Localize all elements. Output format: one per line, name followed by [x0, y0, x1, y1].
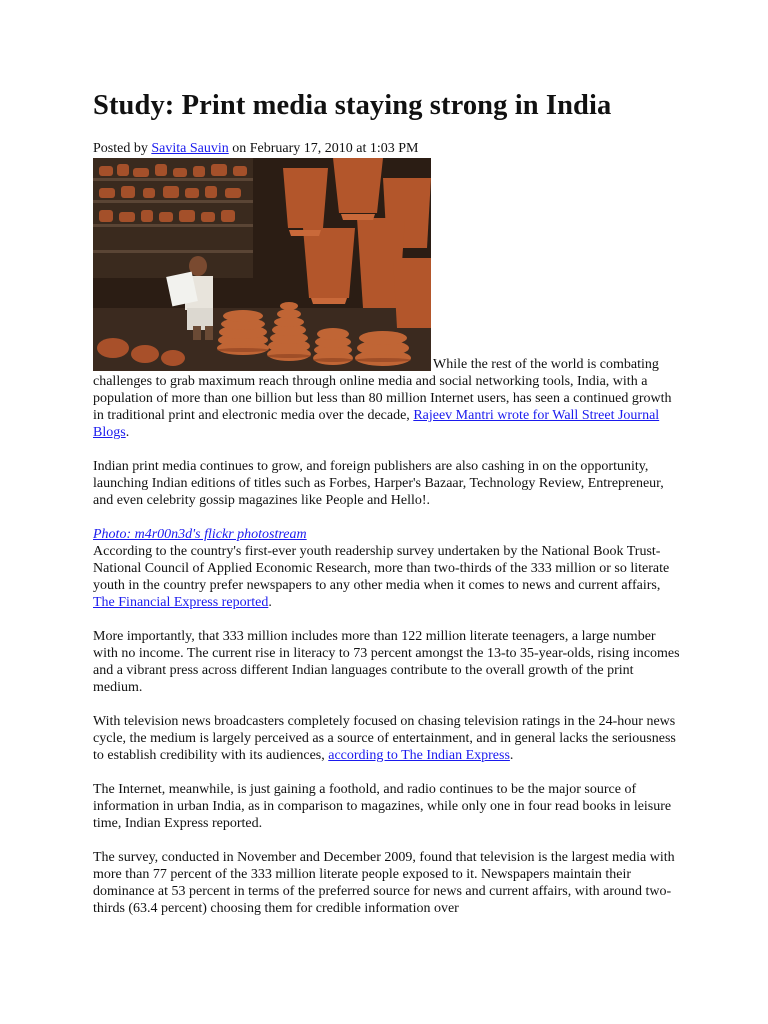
financial-express-link[interactable]: The Financial Express reported — [93, 595, 269, 610]
byline — [93, 140, 683, 157]
paragraph-3-end: . — [268, 595, 272, 610]
paragraph-3 — [93, 543, 683, 611]
byline-prefix: Posted by — [93, 141, 148, 156]
intro-block — [93, 158, 683, 441]
paragraph-7: The survey, conducted in November and December 2009, found that television is the largest media with more than 77 percent of the 333 million literate people exposed to it. Newspapers maintain their dominance at 53 percent in terms of the preferred source for news and current affairs, with around two-thirds (63.4 percent) choosing them for credible information over — [93, 850, 675, 916]
post-date: on February 17, 2010 at 1:03 PM — [232, 141, 419, 156]
wsj-link[interactable]: Rajeev Mantri wrote for Wall Street Journal Blogs — [93, 408, 660, 440]
paragraph-1-text: While the rest of the world is combating challenges to grab maximum reach through online media and social networking tools, India, with a population of more than one billion but less than 80 million Internet users, has seen a continued growth in traditional print and electronic media over the decade, — [93, 357, 672, 423]
article — [93, 86, 683, 917]
photo-credit-line — [93, 526, 683, 543]
paragraph-2: Indian print media continues to grow, and foreign publishers are also cashing in on the opportunity, launching Indian editions of titles such as Forbes, Harper's Bazaar, Technology Review, Entrepreneur, and even celebrity gossip magazines like People and Hello!. — [93, 459, 664, 508]
pottery-shop-image — [93, 158, 431, 371]
paragraph-1-end: . — [125, 425, 130, 440]
paragraph-6: The Internet, meanwhile, is just gaining a foothold, and radio continues to be the major source of information in urban India, as in comparison to magazines, while only one in four read books in leisure time, Indian Express reported. — [93, 782, 672, 831]
paragraph-5 — [93, 713, 683, 764]
paragraph-5-text: With television news broadcasters completely focused on chasing television ratings in the 24-hour news cycle, the medium is largely perceived as a source of entertainment, and in general lacks the seriousness to establish credibility with its audiences, — [93, 714, 676, 763]
paragraph-5-end: . — [509, 748, 514, 763]
paragraph-3-text: According to the country's first-ever youth readership survey undertaken by the National Book Trust-National Council of Applied Economic Research, more than two-thirds of the 333 million or so literate youth in the country prefer newspapers to any other media when it comes to news and current affairs, — [93, 544, 670, 593]
paragraph-4: More importantly, that 333 million includes more than 122 million literate teenagers, a large number with no income. The current rise in literacy to 73 percent amongst the 13-to 35-year-olds, rising incomes and a vibrant press across different Indian languages contribute to the overall growth of the print medium. — [93, 629, 680, 695]
photo-credit-link[interactable]: Photo: m4r00n3d's flickr photostream — [93, 527, 307, 542]
author-link[interactable]: Savita Sauvin — [151, 141, 229, 156]
article-photo — [93, 158, 431, 371]
article-title: Study: Print media staying strong in India — [93, 90, 612, 121]
indian-express-link[interactable]: according to The Indian Express — [328, 748, 510, 763]
